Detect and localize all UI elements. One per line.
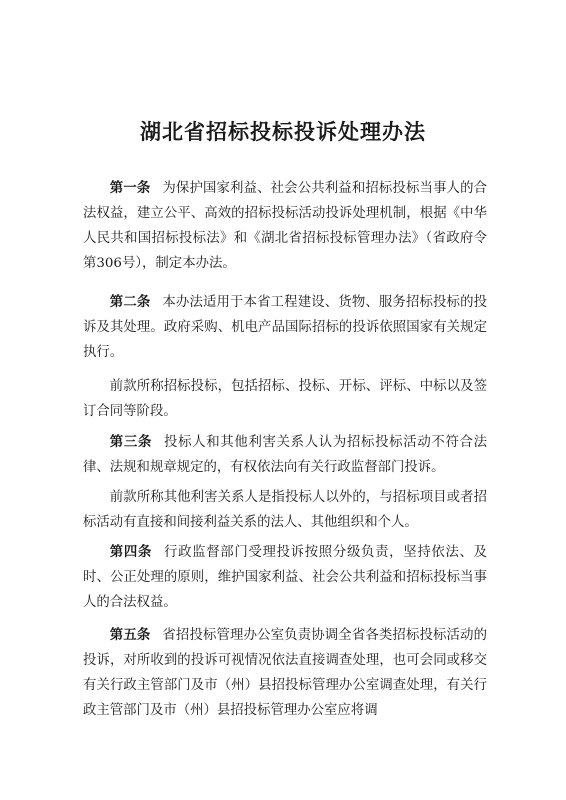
article-text: 为保护国家利益、社会公共利益和招标投标当事人的合法权益，建立公平、高效的招标投标活动投诉处理机制，根据《中华人民共和国招标投标法》和《湖北省招标投标管理办法》（省政府令第306号），制定本办法。 [83, 181, 487, 271]
article-2-subparagraph [83, 374, 487, 424]
article-number: 第二条 [109, 294, 151, 310]
article-2-paragraph [83, 290, 487, 365]
article-text: 省招投标管理办公室负责协调全省各类招标投标活动的投诉，对所收到的投诉可视情况依法直接调查处理，也可会同或移交有关行政主管部门及市（州）县招投标管理办公室调查处理，有关行政主管部门及市（州）县招投标管理办公室应将调 [83, 628, 487, 718]
document-title: 湖北省招标投标投诉处理办法 [140, 119, 426, 144]
article-text: 前款所称招标投标，包括招标、投标、开标、评标、中标以及签订合同等阶段。 [83, 379, 487, 419]
article-number: 第三条 [109, 434, 153, 450]
article-number: 第一条 [109, 180, 151, 196]
article-3-subparagraph [83, 485, 487, 535]
article-text: 前款所称其他利害关系人是指投标人以外的，与招标项目或者招标活动有直接和间接利益关系的法人、其他组织和个人。 [83, 490, 487, 530]
article-number: 第四条 [109, 544, 153, 560]
article-5-paragraph [83, 623, 487, 723]
article-text: 行政监督部门受理投诉按照分级负责，坚持依法、及时、公正处理的原则，维护国家利益、社会公共利益和招标投标当事人的合法权益。 [83, 545, 487, 610]
article-number: 第五条 [109, 627, 151, 643]
article-3-paragraph [83, 430, 487, 480]
article-text: 投标人和其他利害关系人认为招标投标活动不符合法律、法规和规章规定的，有权依法向有关行政监督部门投诉。 [83, 435, 487, 475]
article-text: 本办法适用于本省工程建设、货物、服务招标投标的投诉及其处理。政府采购、机电产品国际招标的投诉依照国家有关规定执行。 [83, 295, 487, 360]
article-4-paragraph [83, 540, 487, 615]
article-1-paragraph [83, 176, 487, 276]
